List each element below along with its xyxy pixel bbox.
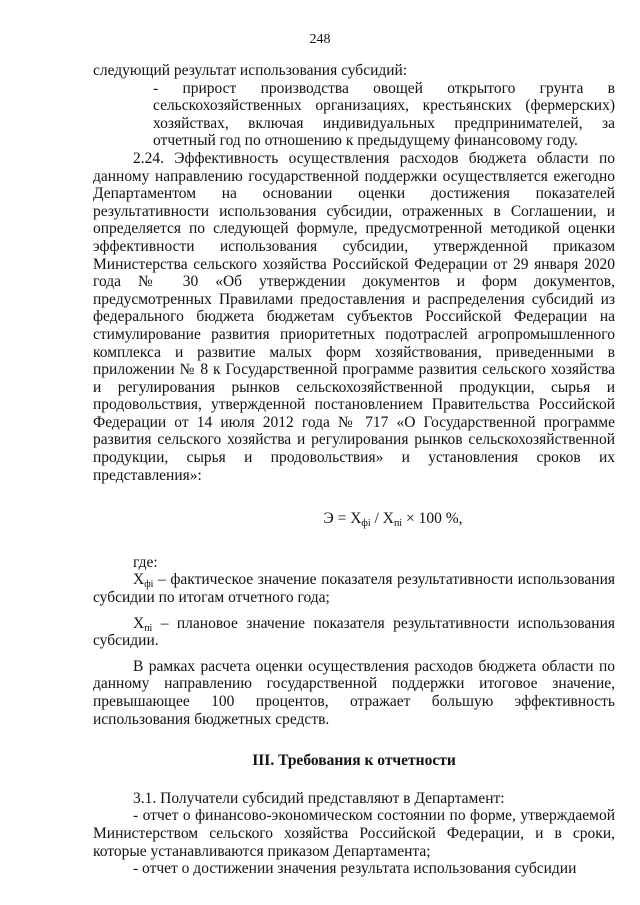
definition-fact-text: – фактическое значение показателя результативности использования субсидии по итогам отчетного года; bbox=[93, 571, 615, 607]
definition-plan-symbol: Х bbox=[133, 614, 145, 632]
definition-plan-sub: пi bbox=[144, 622, 153, 634]
formula-sub-plan: пi bbox=[393, 518, 403, 530]
paragraph-2-24: 2.24. Эффективность осуществления расходов бюджета области по данному направлению государственной поддержки осуществляется ежегодно Департаментом на основании оценки достижения показателей результативности использования субсидии, отраженных в Соглашении, и определяется по следующей формуле, предусмотренной методикой оценки эффективности использования субсидии, утвержденной приказом Министерства сельского хозяйства Российской Федерации от 29 января 2020 года № 30 «Об утверждении документов и форм документов, предусмотренных Правилами предоставления и распределения субсидий из федерального бюджета бюджетам субъектов Российской Федерации на стимулирование развития приоритетных подотраслей агропромышленного комплекса и развитие малых форм хозяйствования, приведенными в приложении № 8 к Государственной программе развития сельского хозяйства и регулирования рынков сельскохозяйственной продукции, сырья и продовольствия, утвержденной постановлением Правительства Российской Федерации от 14 июля 2012 года № 717 «О Государственной программе развития сельского хозяйства и регулирования рынков сельскохозяйственной продукции, сырья и продовольствия» и установления сроков их представления»: bbox=[93, 149, 615, 484]
section-heading: III. Требования к отчетности bbox=[252, 752, 456, 770]
efficiency-formula bbox=[171, 510, 615, 528]
bullet-item: - прирост производства овощей открытого грунта в сельскохозяйственных организациях, крестьянских (фермерских) хозяйствах, включая индивидуальных предпринимателей, за отчетный год по отношению к предыдущему финансовому году. bbox=[153, 79, 615, 150]
intro-paragraph: следующий результат использования субсидий: bbox=[93, 62, 408, 79]
definition-plan-text: – плановое значение показателя результативности использования субсидии. bbox=[93, 614, 615, 650]
definition-plan bbox=[93, 615, 615, 650]
document-body bbox=[93, 62, 615, 878]
where-label: где: bbox=[133, 553, 158, 571]
definition-fact-symbol: Х bbox=[133, 571, 145, 589]
definition-fact-sub: фi bbox=[144, 579, 154, 591]
formula-sub-fact: фi bbox=[361, 518, 371, 530]
paragraph-3-1: 3.1. Получатели субсидий представляют в Департамент: bbox=[133, 789, 505, 807]
reporting-item: - отчет о финансово-экономическом состоянии по форме, утверждаемой Министерством сельского хозяйства Российской Федерации, и в сроки, которые устанавливаются приказом Департамента; bbox=[93, 807, 615, 860]
formula-lhs: Э = Х bbox=[323, 510, 362, 528]
definition-fact bbox=[93, 571, 615, 606]
reporting-item: - отчет о достижении значения результата использования субсидии bbox=[133, 860, 577, 878]
final-paragraph: В рамках расчета оценки осуществления расходов бюджета области по данному направлению государственной поддержки итоговое значение, превышающее 100 процентов, отражает большую эффективность использования бюджетных средств. bbox=[93, 657, 615, 728]
page-number: 248 bbox=[309, 32, 331, 47]
formula-mid: / Х bbox=[370, 510, 394, 528]
formula-rhs: × 100 %, bbox=[402, 510, 463, 528]
